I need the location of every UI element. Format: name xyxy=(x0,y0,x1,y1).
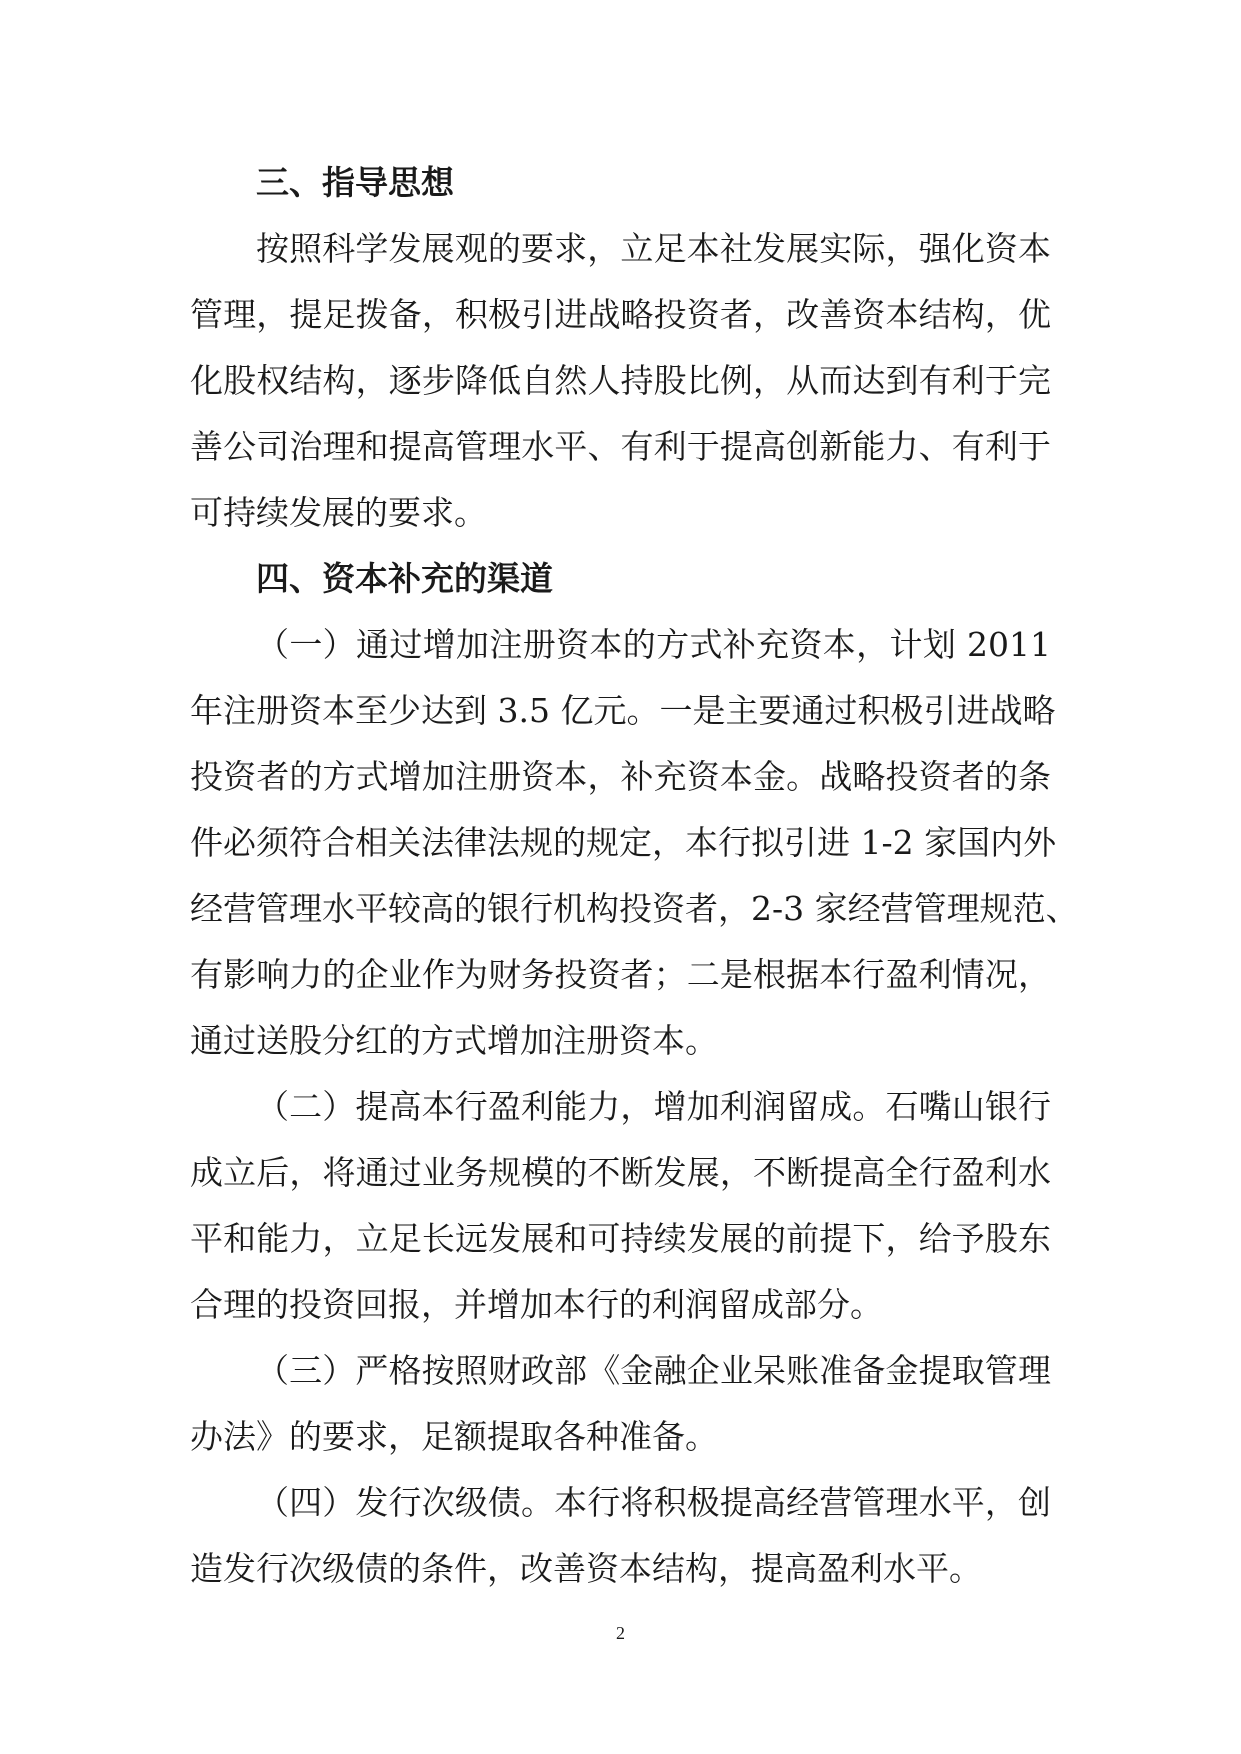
text-line: 管理，提足拨备，积极引进战略投资者，改善资本结构，优 xyxy=(190,295,1051,334)
text-line: （三）严格按照财政部《金融企业呆账准备金提取管理 xyxy=(256,1351,1051,1390)
text-line: 平和能力，立足长远发展和可持续发展的前提下，给予股东 xyxy=(190,1219,1051,1258)
text-line: （二）提高本行盈利能力，增加利润留成。石嘴山银行 xyxy=(256,1087,1051,1126)
text-line: 可持续发展的要求。 xyxy=(190,493,487,532)
text-line: （四）发行次级债。本行将积极提高经营管理水平，创 xyxy=(256,1483,1051,1522)
paragraph-item-1 xyxy=(190,612,1079,1074)
text-line: 合理的投资回报，并增加本行的利润留成部分。 xyxy=(190,1285,883,1324)
text-line: 年注册资本至少达到 3.5 亿元。一是主要通过积极引进战略 xyxy=(190,691,1056,730)
text-line: 通过送股分红的方式增加注册资本。 xyxy=(190,1021,718,1060)
page-number: 2 xyxy=(616,1623,625,1643)
text-line: 件必须符合相关法律法规的规定，本行拟引进 1-2 家国内外 xyxy=(190,823,1057,862)
text-line: 有影响力的企业作为财务投资者；二是根据本行盈利情况， xyxy=(190,955,1051,994)
paragraph-item-4 xyxy=(190,1470,1051,1602)
section-heading-capital-channels: 四、资本补充的渠道 xyxy=(256,559,553,598)
text-line: 按照科学发展观的要求，立足本社发展实际，强化资本 xyxy=(256,229,1051,268)
paragraph-item-2 xyxy=(190,1074,1051,1338)
paragraph-item-3 xyxy=(190,1338,1051,1470)
text-line: 善公司治理和提高管理水平、有利于提高创新能力、有利于 xyxy=(190,427,1051,466)
document-body xyxy=(190,150,1079,1602)
text-line: 成立后，将通过业务规模的不断发展，不断提高全行盈利水 xyxy=(190,1153,1051,1192)
text-line: （一）通过增加注册资本的方式补充资本，计划 2011 xyxy=(256,625,1051,664)
text-line: 造发行次级债的条件，改善资本结构，提高盈利水平。 xyxy=(190,1549,982,1588)
paragraph-guiding-ideology xyxy=(190,216,1051,546)
section-heading-guiding-ideology: 三、指导思想 xyxy=(256,163,454,202)
text-line: 办法》的要求，足额提取各种准备。 xyxy=(190,1417,718,1456)
text-line: 投资者的方式增加注册资本，补充资本金。战略投资者的条 xyxy=(190,757,1051,796)
text-line: 经营管理水平较高的银行机构投资者，2-3 家经营管理规范、 xyxy=(190,889,1079,928)
text-line: 化股权结构，逐步降低自然人持股比例，从而达到有利于完 xyxy=(190,361,1051,400)
